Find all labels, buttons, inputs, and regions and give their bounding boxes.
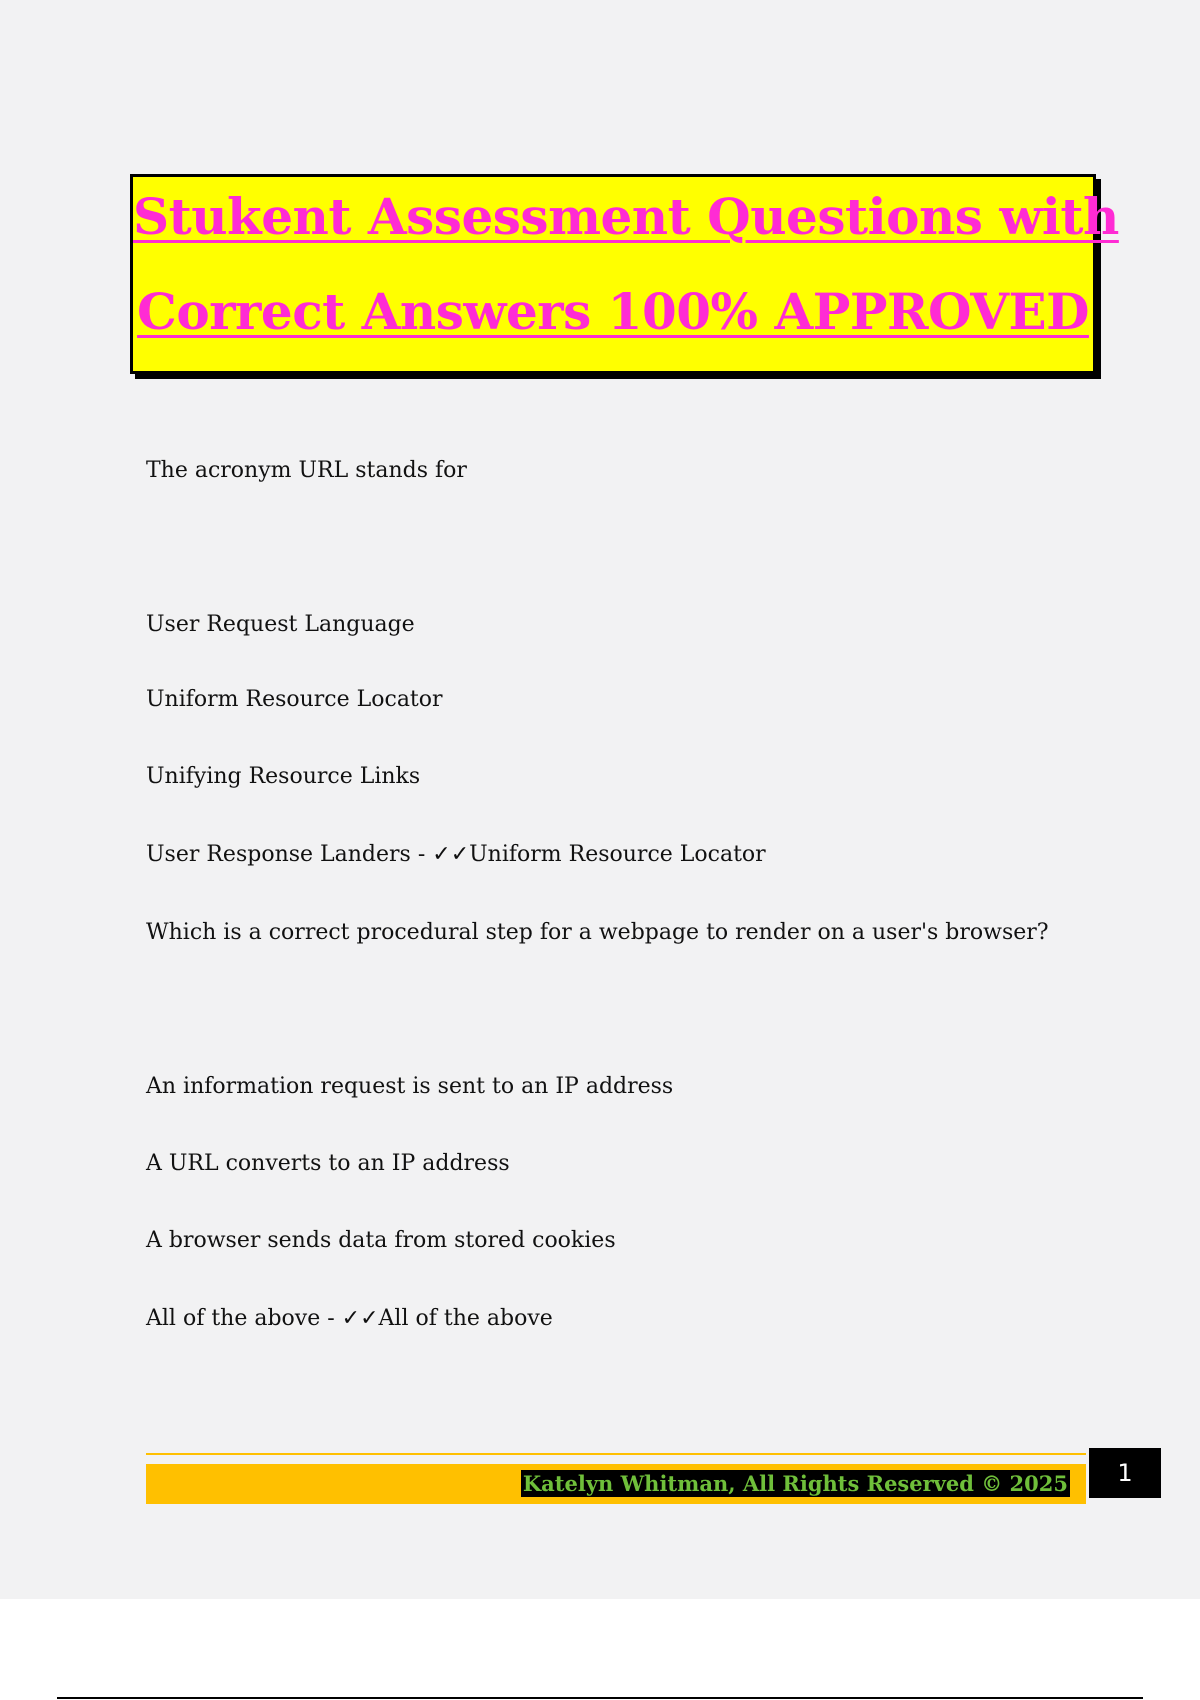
question-2-option-d-with-answer (146, 1306, 553, 1331)
double-check-icon: ✓✓ (341, 1306, 379, 1331)
title-line-1: Stukent Assessment Questions with (133, 187, 1119, 246)
question-1-option-d: User Response Landers - (146, 842, 433, 867)
next-page-divider (57, 1697, 1143, 1699)
question-2-prompt: Which is a correct procedural step for a webpage to render on a user's browser? (146, 920, 1049, 945)
page-number: 1 (1089, 1448, 1161, 1498)
footer-bar (146, 1464, 1086, 1504)
question-2-option-c: A browser sends data from stored cookies (146, 1228, 616, 1253)
question-2-option-d: All of the above - (146, 1306, 342, 1331)
question-2-option-a: An information request is sent to an IP address (146, 1074, 674, 1099)
question-1-option-d-with-answer (146, 842, 766, 867)
question-1-answer: Uniform Resource Locator (469, 842, 766, 867)
double-check-icon: ✓✓ (432, 842, 470, 867)
question-2-answer: All of the above (378, 1306, 553, 1331)
question-1-prompt: The acronym URL stands for (146, 458, 467, 483)
footer-divider (146, 1453, 1086, 1455)
title-banner (130, 174, 1119, 374)
question-1-option-b: Uniform Resource Locator (146, 687, 443, 712)
title-line-2: Correct Answers 100% APPROVED (137, 282, 1089, 341)
question-1-option-c: Unifying Resource Links (146, 764, 421, 789)
question-2-option-b: A URL converts to an IP address (146, 1151, 510, 1176)
copyright-text: Katelyn Whitman, All Rights Reserved © 2025 (522, 1471, 1068, 1496)
question-1-option-a: User Request Language (146, 612, 415, 637)
